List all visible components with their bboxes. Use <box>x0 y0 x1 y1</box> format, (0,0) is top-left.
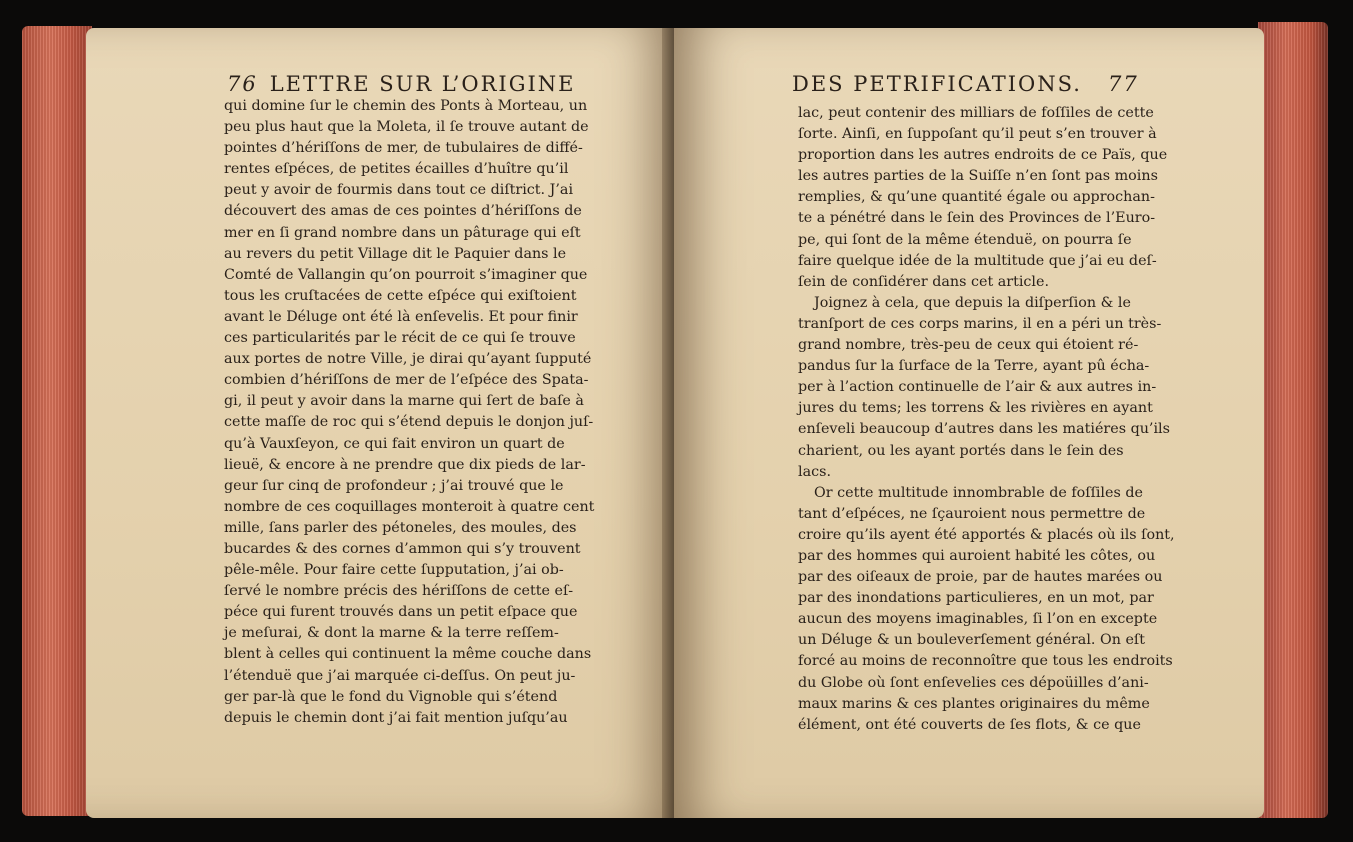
text-line: bucardes & des cornes d’ammon qui s’y trouvent <box>224 540 581 557</box>
text-line: les autres parties de la Suiſſe n’en ſont pas moins <box>798 168 1158 185</box>
text-line: tranſport de ces corps marins, il en a péri un très- <box>798 315 1162 332</box>
text-line: un Déluge & un bouleverſement général. On eſt <box>798 632 1145 649</box>
text-line: élément, ont été couverts de ſes flots, & ce que <box>798 716 1141 733</box>
text-line: per à l’action continuelle de l’air & aux autres in- <box>798 379 1157 396</box>
right-page-edges <box>1258 22 1328 818</box>
text-line: jures du tems; les torrens & les rivières en ayant <box>798 400 1153 417</box>
text-line: peu plus haut que la Moleta, il ſe trouve autant de <box>224 119 589 136</box>
text-line: lacs. <box>798 463 831 480</box>
text-line: au revers du petit Village dit le Paquier dans le <box>224 245 567 262</box>
text-line: combien d’hériſſons de mer de l’eſpéce des Spata- <box>224 372 589 389</box>
text-line: gi, il peut y avoir dans la marne qui ſert de baſe à <box>224 393 584 410</box>
text-line: peut y avoir de fourmis dans tout ce diſtrict. J’ai <box>224 182 574 199</box>
text-line: ger par-là que le fond du Vignoble qui s’étend <box>224 688 558 705</box>
left-body-text <box>224 96 595 729</box>
text-line: Or cette multitude innombrable de foſſiles de <box>814 484 1143 501</box>
text-line: qui domine ſur le chemin des Ponts à Morteau, un <box>224 98 588 114</box>
text-line: rentes eſpéces, de petites écailles d’huître qu’il <box>224 161 569 178</box>
text-line: geur ſur cinq de profondeur ; j’ai trouvé que le <box>224 477 564 494</box>
text-line: aucun des moyens imaginables, ſi l’on en excepte <box>798 611 1158 628</box>
right-page-number: 77 <box>1107 72 1139 96</box>
text-line: nombre de ces coquillages monteroit à quatre cent <box>224 498 595 515</box>
text-line: du Globe où ſont enſevelies ces dépoüilles d’ani- <box>798 674 1149 691</box>
text-line: tous les cruſtacées de cette eſpéce qui exiſtoient <box>224 287 577 304</box>
text-line: blent à celles qui continuent la même couche dans <box>224 646 592 663</box>
text-line: Joignez à cela, que depuis la diſperſion & le <box>814 294 1131 311</box>
text-line: faire quelque idée de la multitude que j’ai eu deſ- <box>798 252 1157 269</box>
text-line: avant le Déluge ont été là enſevelis. Et pour finir <box>224 308 578 325</box>
text-line: mer en ſi grand nombre dans un pâturage qui eſt <box>224 224 581 241</box>
text-line: péce qui furent trouvés dans un petit eſpace que <box>224 604 578 621</box>
text-line: pandus ſur la ſurface de la Terre, ayant pû écha- <box>798 358 1150 375</box>
text-line: croire qu’ils ayent été apportés & placés où ils ſont, <box>798 526 1175 543</box>
text-line: proportion dans les autres endroits de ce Païs, que <box>798 147 1168 164</box>
text-line: enſeveli beaucoup d’autres dans les matiéres qu’ils <box>798 421 1170 438</box>
text-line: pe, qui ſont de la même étenduë, on pourra ſe <box>798 231 1132 248</box>
text-line: l’étenduë que j’ai marquée ci-deſſus. On peut ju- <box>224 667 576 684</box>
left-page-number: 76 <box>227 72 258 96</box>
text-line: mille, ſans parler des pétoneles, des moules, des <box>224 519 577 536</box>
text-line: aux portes de notre Ville, je dirai qu’ayant ſupputé <box>224 351 592 368</box>
left-page-edges <box>22 26 92 816</box>
text-line: depuis le chemin dont j’ai fait mention juſqu’au <box>224 709 568 726</box>
text-line: cette maſſe de roc qui s’étend depuis le donjon juſ- <box>224 414 594 431</box>
text-line: découvert des amas de ces pointes d’hériſſons de <box>224 203 582 220</box>
text-line: pointes d’hériſſons de mer, de tubulaires de diffé- <box>224 140 583 157</box>
text-line: lieuë, & encore à ne prendre que dix pieds de lar- <box>224 456 586 473</box>
text-line: je meſurai, & dont la marne & la terre reſſem- <box>224 625 559 642</box>
right-body-text <box>798 103 1175 736</box>
text-line: ſein de conſidérer dans cet article. <box>798 273 1049 290</box>
text-line: grand nombre, très-peu de ceux qui étoient ré- <box>798 337 1139 354</box>
text-line: pêle-mêle. Pour faire cette ſupputation, j’ai ob- <box>224 562 564 579</box>
text-line: charient, ou les ayant portés dans le ſein des <box>798 442 1124 459</box>
text-line: qu’à Vauxſeyon, ce qui fait environ un quart de <box>224 435 565 452</box>
text-line: ces particularités par le récit de ce qui ſe trouve <box>224 330 576 347</box>
text-line: Comté de Vallangin qu’on pourroit s’imaginer que <box>224 266 588 283</box>
text-line: remplies, & qu’une quantité égale ou approchan- <box>798 189 1155 206</box>
right-head-title: DES PETRIFICATIONS. <box>792 72 1082 96</box>
open-book <box>22 18 1328 828</box>
left-head-title: LETTRE SUR L’ORIGINE <box>269 72 576 96</box>
text-line: par des inondations particulieres, en un mot, par <box>798 590 1154 607</box>
text-line: tant d’eſpéces, ne ſçauroient nous permettre de <box>798 505 1146 522</box>
text-line: forcé au moins de reconnoître que tous les endroits <box>798 653 1173 670</box>
text-line: te a pénétré dans le ſein des Provinces de l’Euro- <box>798 210 1156 227</box>
text-line: par des oiſeaux de proie, par de hautes marées ou <box>798 569 1163 586</box>
text-line: ſervé le nombre précis des hériſſons de cette eſ- <box>224 583 574 600</box>
right-page <box>674 28 1264 818</box>
text-line: ſorte. Ainſi, en ſuppoſant qu’il peut s’en trouver à <box>798 126 1157 143</box>
left-page <box>86 28 674 818</box>
left-running-head <box>227 72 576 96</box>
right-running-head <box>792 72 1139 96</box>
text-line: maux marins & ces plantes originaires du même <box>798 695 1150 712</box>
text-line: lac, peut contenir des milliars de foſſiles de cette <box>798 105 1154 121</box>
text-line: par des hommes qui auroient habité les côtes, ou <box>798 547 1156 564</box>
